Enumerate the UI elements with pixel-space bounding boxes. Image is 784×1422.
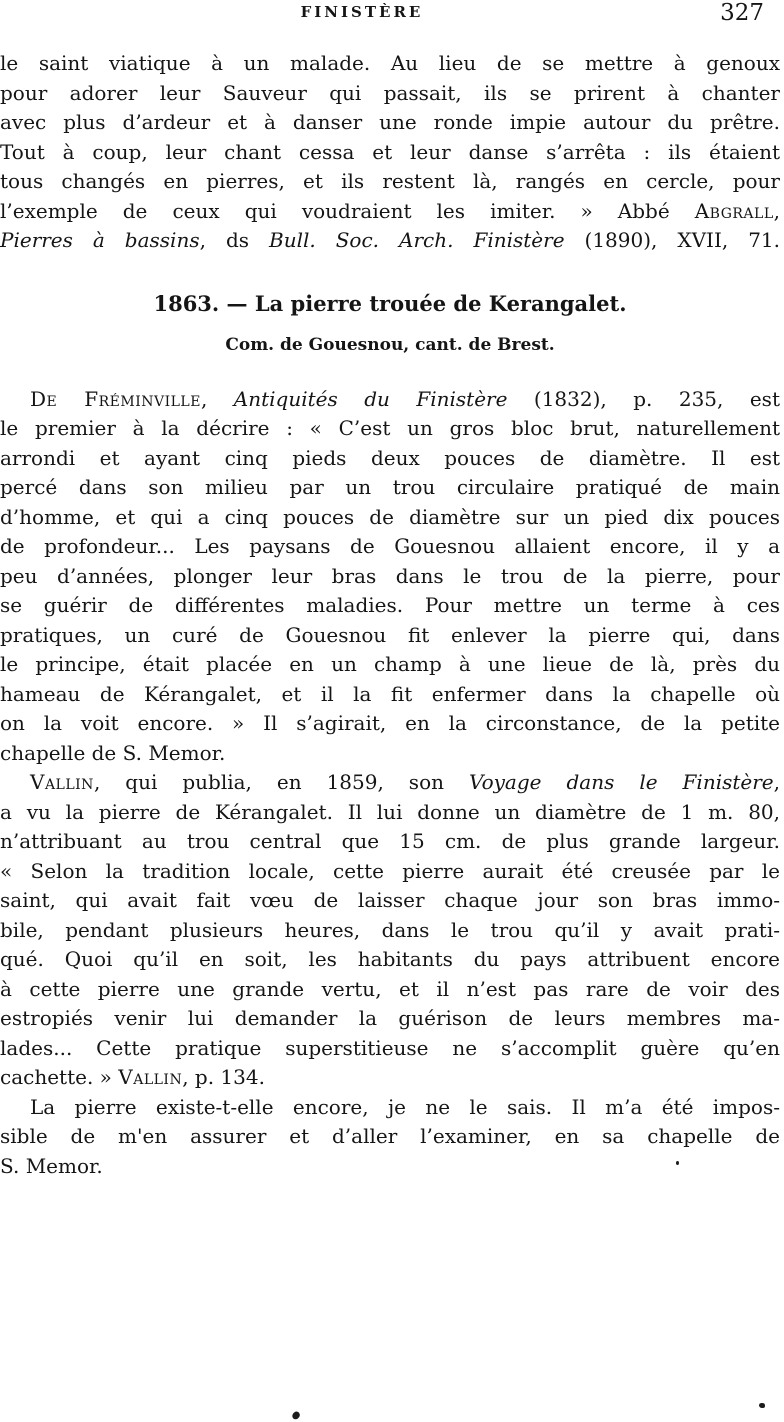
text-line	[0, 444, 780, 474]
text-segment: a vu la pierre de Kérangalet. Il lui donne un diamètre de 1 m. 80,	[0, 799, 780, 824]
text-line	[0, 197, 780, 227]
text-segment: Tout à coup, leur chant cessa et leur danse s’arrêta : ils étaient	[0, 139, 780, 164]
text-line	[0, 49, 780, 79]
ink-speck	[676, 1161, 679, 1165]
text-segment: l’exemple de ceux qui voudraient les imiter. » Abbé	[0, 198, 695, 223]
text-line	[0, 79, 780, 109]
page-number: 327	[720, 0, 764, 26]
text-segment: S. Memor.	[0, 1153, 103, 1178]
text-segment: saint, qui avait fait vœu de laisser chaque jour son bras immo-	[0, 888, 780, 912]
text-segment: De Fréminville	[30, 386, 201, 411]
text-line	[0, 167, 780, 197]
text-segment: bile, pendant plusieurs heures, dans le trou qu’il y avait prati-	[0, 917, 780, 942]
text-line	[0, 414, 780, 444]
text-segment: « Selon la tradition locale, cette pierre aurait été creusée par le	[0, 858, 780, 883]
text-segment: avec plus d’ardeur et à danser une ronde impie autour du prêtre.	[0, 110, 780, 134]
paragraph	[0, 385, 780, 769]
text-segment: le premier à la décrire : « C’est un gros bloc brut, naturellement	[0, 416, 780, 440]
text-segment: le principe, était placée en un champ à une lieue de là, près du	[0, 652, 780, 676]
text-segment: hameau de Kérangalet, et il la fit enfermer dans la chapelle où	[0, 681, 780, 706]
ink-speck	[759, 1403, 765, 1408]
text-segment: cachette. »	[0, 1065, 119, 1089]
text-segment: de profondeur... Les paysans de Gouesnou allaient encore, il y a	[0, 534, 780, 558]
text-segment: Vallin	[30, 770, 94, 794]
text-segment: arrondi et ayant cinq pieds deux pouces de diamètre. Il est	[0, 445, 780, 470]
text-segment: n’attribuant au trou central que 15 cm. de plus grande largeur.	[0, 829, 780, 853]
text-line	[0, 827, 780, 857]
text-segment: La pierre existe-t-elle encore, je ne le sais. Il m’a été impos-	[30, 1094, 780, 1119]
text-segment: percé dans son milieu par un trou circulaire pratiqué de main	[0, 475, 780, 499]
text-segment: pratiques, un curé de Gouesnou fit enlever la pierre qui, dans	[0, 622, 780, 647]
text-segment: , p. 134.	[182, 1065, 265, 1089]
text-segment: chapelle de S. Memor.	[0, 740, 226, 765]
text-line	[0, 886, 780, 916]
text-line	[0, 650, 780, 680]
text-segment: sible de m'en assurer et d’aller l’examiner, en sa chapelle de	[0, 1124, 780, 1148]
text-line	[0, 1122, 780, 1152]
text-segment: ,	[773, 770, 780, 794]
text-segment: lades... Cette pratique superstitieuse ne s’accomplit guère qu’en	[0, 1035, 780, 1060]
text-line	[0, 532, 780, 562]
text-segment: d’homme, et qui a cinq pouces de diamètre sur un pied dix pouces	[0, 504, 780, 529]
text-line	[0, 385, 780, 415]
text-line	[0, 768, 780, 798]
text-segment: on la voit encore. » Il s’agirait, en la circonstance, de la petite	[0, 711, 780, 735]
text-line	[0, 798, 780, 828]
text-line	[0, 108, 780, 138]
text-line	[0, 591, 780, 621]
text-segment: pour adorer leur Sauveur qui passait, ils se prirent à chanter	[0, 80, 780, 105]
text-segment: à cette pierre une grande vertu, et il n’est pas rare de voir des	[0, 976, 780, 1001]
text-segment: Abgrall	[694, 198, 774, 223]
entry-section	[0, 385, 780, 1182]
text-line	[0, 1034, 780, 1064]
running-title: FINISTÈRE	[300, 3, 424, 21]
page-body	[0, 49, 780, 1181]
text-segment: Voyage dans le Finistère	[468, 770, 774, 794]
text-segment: , ds	[199, 228, 270, 252]
text-segment: estropiés venir lui demander la guérison de leurs membres ma-	[0, 1006, 780, 1030]
text-line	[0, 562, 780, 592]
text-line	[0, 945, 780, 975]
text-segment: Vallin	[118, 1065, 183, 1089]
text-line	[0, 1063, 780, 1093]
paragraph	[0, 1093, 780, 1182]
entry-subheading: Com. de Gouesnou, cant. de Brest.	[225, 334, 555, 355]
text-line	[0, 680, 780, 710]
text-segment: le saint viatique à un malade. Au lieu de se mettre à genoux	[0, 51, 780, 75]
text-segment: Pierres à bassins	[0, 228, 200, 252]
ink-speck	[291, 1410, 302, 1420]
paragraph	[0, 49, 780, 256]
text-segment: qué. Quoi qu’il en soit, les habitants du pays attribuent encore	[0, 947, 780, 971]
text-line	[0, 975, 780, 1005]
text-segment: , qui publia, en 1859, son	[93, 770, 469, 794]
text-segment: ,	[200, 386, 234, 411]
text-segment: Antiquités du Finistère	[233, 386, 508, 411]
text-segment: (1832), p. 235, est	[507, 386, 780, 411]
text-segment: se guérir de différentes maladies. Pour mettre un terme à ces	[0, 593, 780, 617]
text-line	[0, 739, 780, 769]
text-segment: peu d’années, plonger leur bras dans le trou de la pierre, pour	[0, 563, 780, 588]
text-line	[0, 226, 780, 256]
text-segment: ,	[773, 198, 780, 223]
text-line	[0, 621, 780, 651]
entry-heading: 1863. — La pierre trouée de Kerangalet.	[153, 290, 627, 316]
text-line	[0, 473, 780, 503]
entry-heading-block	[0, 290, 780, 357]
text-segment: (1890), XVII, 71.	[564, 228, 780, 252]
text-segment: tous changés en pierres, et ils restent là, rangés en cercle, pour	[0, 169, 780, 193]
text-line	[0, 1093, 780, 1123]
text-line	[0, 857, 780, 887]
text-line	[0, 1004, 780, 1034]
intro-section	[0, 49, 780, 256]
text-line	[0, 916, 780, 946]
text-line	[0, 503, 780, 533]
paragraph	[0, 768, 780, 1093]
text-line	[0, 709, 780, 739]
text-line	[0, 1152, 780, 1182]
text-line	[0, 138, 780, 168]
text-segment: Bull. Soc. Arch. Finistère	[269, 228, 565, 252]
